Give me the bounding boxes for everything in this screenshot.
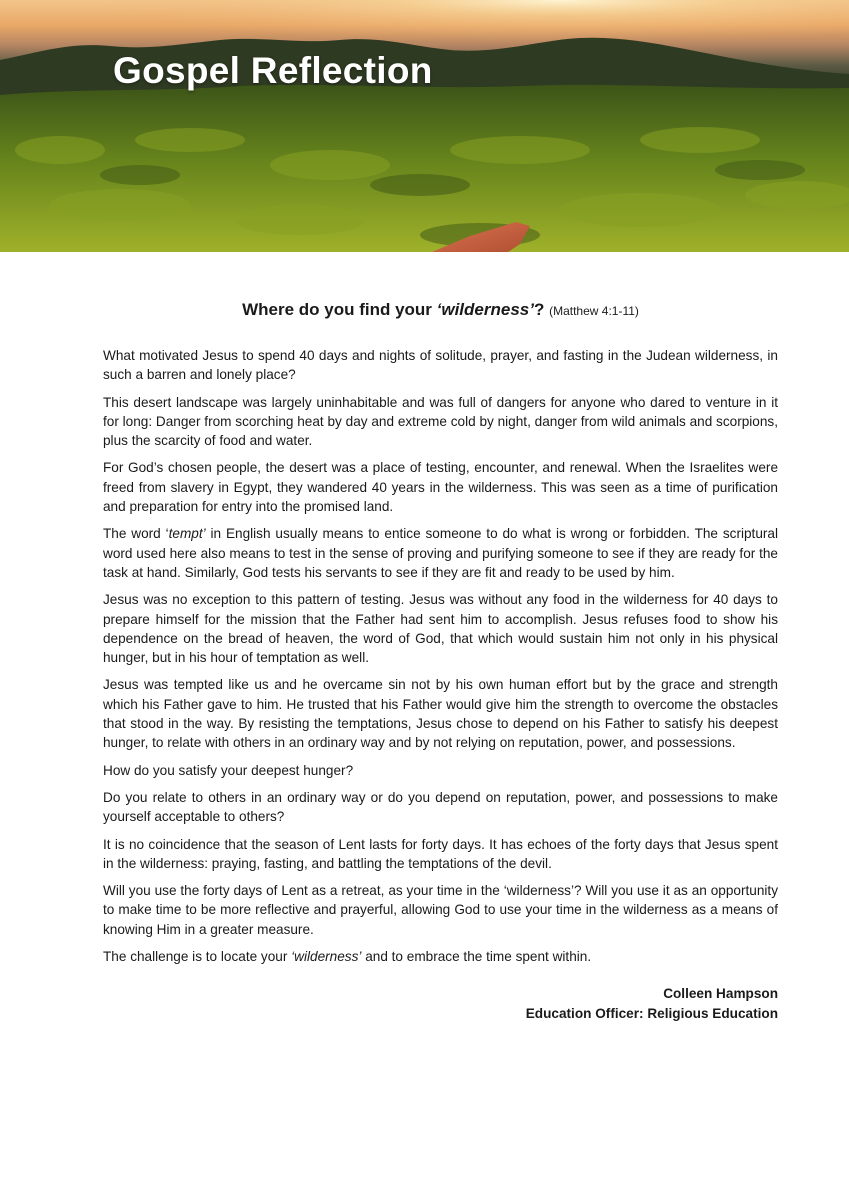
paragraph-4-italic: tempt’ xyxy=(168,526,206,542)
paragraph-11-start: The challenge is to locate your xyxy=(103,949,292,965)
paragraph-4-start: The word ‘ xyxy=(103,526,169,542)
paragraph-10: Will you use the forty days of Lent as a retreat, as your time in the ‘wilderness’? Will you use it as an opportunity to make time to be more reflective and prayerful, allowing God to use your time in the wilderness as a means of knowing Him in a greater measure. xyxy=(103,883,778,937)
reflection-heading xyxy=(103,300,778,320)
heading-text: Where do you find your xyxy=(242,300,437,319)
author-name: Colleen Hampson xyxy=(663,986,778,1002)
paragraph-7: How do you satisfy your deepest hunger? xyxy=(103,762,354,778)
paragraph-1: What motivated Jesus to spend 40 days and nights of solitude, prayer, and fasting in the Judean wilderness, in such a barren and lonely place? xyxy=(103,348,778,383)
heading-suffix: ? xyxy=(533,300,545,319)
paragraph-6: Jesus was tempted like us and he overcame sin not by his own human effort but by the grace and strength which his Father gave to him. He trusted that his Father would give him the strength to overcome the obstacles that stood in the way. By resisting the temptations, Jesus chose to depend on his Father to satisfy his deepest hunger, to relate with others in an ordinary way and by not relying on reputation, power, and possessions. xyxy=(103,677,778,751)
author-role: Education Officer: Religious Education xyxy=(525,1005,778,1021)
paragraph-3: For God’s chosen people, the desert was a place of testing, encounter, and renewal. When the Israelites were freed from slavery in Egypt, they wandered 40 years in the wilderness. This was seen as a time of purification and preparation for entry into the promised land. xyxy=(103,460,778,515)
paragraph-8: Do you relate to others in an ordinary way or do you depend on reputation, power, and possessions to make yourself acceptable to others? xyxy=(103,789,778,825)
heading-emphasis: ‘wilderness’ xyxy=(436,300,534,319)
banner-title: Gospel Reflection xyxy=(113,50,433,91)
paragraph-11-rest: and to embrace the time spent within. xyxy=(361,949,592,965)
paragraph-2: This desert landscape was largely uninhabitable and was full of dangers for anyone who dared to venture in it for long: Danger from scorching heat by day and extreme cold by night, danger from wild animals and scorpions, plus the scarcity of food and water. xyxy=(103,394,778,449)
paragraph-4 xyxy=(103,524,778,582)
reflection-body xyxy=(103,300,778,1023)
signature-block xyxy=(103,984,778,1023)
landscape-image xyxy=(0,0,849,252)
scripture-reference: (Matthew 4:1-11) xyxy=(549,304,639,318)
paragraph-9: It is no coincidence that the season of Lent lasts for forty days. It has echoes of the forty days that Jesus spent in the wilderness: praying, fasting, and battling the temptations of the devil. xyxy=(103,836,778,871)
paragraph-11 xyxy=(103,947,778,966)
paragraph-4-rest: in English usually means to entice someone to do what is wrong or forbidden. The scriptural word used here also means to test in the sense of proving and purifying someone to see if they are ready for the task at hand. Similarly, God tests his servants to see if they are fit and ready to be used by him. xyxy=(103,526,778,580)
header-banner xyxy=(0,0,849,252)
paragraph-5: Jesus was no exception to this pattern of testing. Jesus was without any food in the wilderness for 40 days to prepare himself for the mission that the Father had sent him to accomplish. Jesus refuses food to show his dependence on the bread of heaven, the word of God, that which would sustain him not only in his physical hunger, but in his hour of temptation as well. xyxy=(103,592,778,666)
paragraph-11-italic: ‘wilderness’ xyxy=(291,949,362,965)
